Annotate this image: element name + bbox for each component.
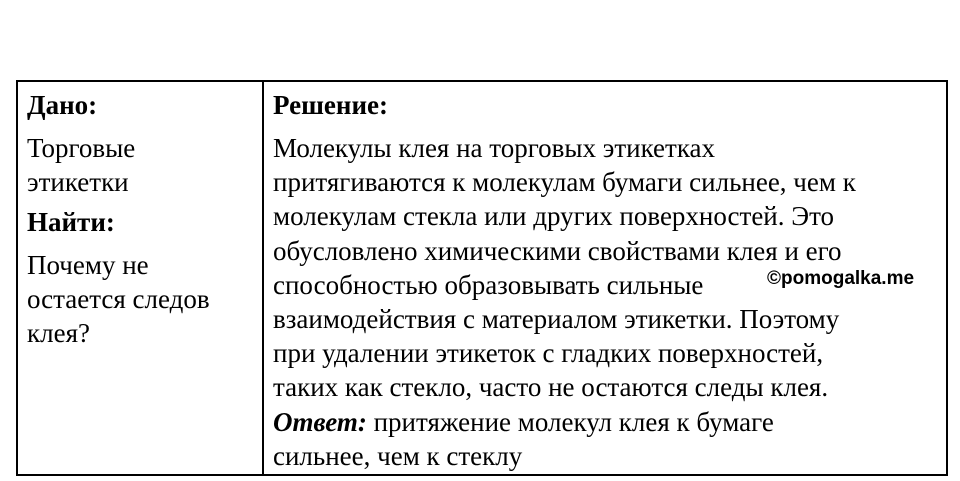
solution-table — [16, 80, 948, 476]
find-line: клея? — [27, 318, 90, 348]
solution-line: взаимодействия с материалом этикетки. Поэтому — [273, 304, 840, 335]
given-line: Торговые — [27, 133, 136, 163]
given-line: этикетки — [27, 167, 129, 197]
solution-line: молекулам стекла или других поверхностей. Это — [273, 201, 835, 232]
solution-line: обусловлено химическими свойствами клея и его — [273, 235, 842, 266]
solution-line: при удалении этикеток с гладких поверхностей, — [273, 338, 824, 369]
solution-column — [264, 82, 946, 474]
answer-line — [273, 405, 946, 439]
find-heading: Найти: — [27, 207, 115, 237]
solution-text — [273, 131, 946, 473]
given-find-column — [18, 82, 264, 474]
watermark: ©pomogalka.me — [767, 268, 915, 289]
solution-line: способностью образовывать сильные — [273, 269, 704, 300]
answer-label: Ответ: — [273, 406, 367, 437]
solution-line: притягиваются к молекулам бумаги сильнее, чем к — [273, 167, 856, 198]
find-line: остается следов — [27, 284, 210, 314]
given-heading: Дано: — [27, 90, 98, 120]
solution-line: таких как стекло, часто не остаются следы клея. — [273, 372, 829, 403]
answer-text: притяжение молекул клея к бумаге — [366, 406, 774, 437]
solution-line: Молекулы клея на торговых этикетках — [273, 133, 716, 163]
given-text — [27, 131, 252, 199]
find-line: Почему не — [27, 250, 149, 280]
find-text — [27, 248, 252, 350]
solution-heading: Решение: — [273, 90, 388, 120]
answer-line-2: сильнее, чем к стеклу — [273, 440, 523, 471]
